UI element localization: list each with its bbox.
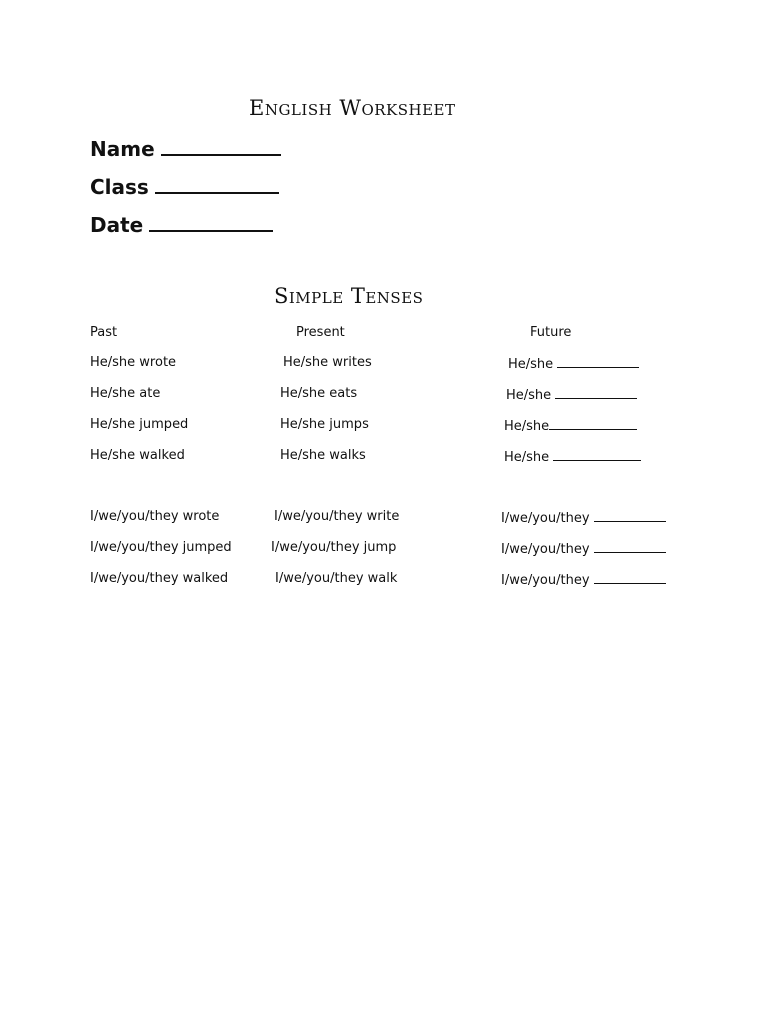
answer-blank-line [549, 417, 637, 430]
future-subject: He/she [506, 388, 552, 403]
present-cell: He/she jumps [280, 417, 369, 432]
future-subject: He/she [508, 357, 554, 372]
answer-blank-line [555, 386, 637, 399]
column-header-future: Future [530, 325, 572, 340]
class-blank-line [155, 174, 279, 194]
future-subject: He/she [504, 450, 550, 465]
future-subject: I/we/you/they [501, 511, 590, 526]
future-cell [504, 417, 637, 434]
past-cell: I/we/you/they wrote [90, 509, 220, 524]
name-field [90, 136, 281, 161]
future-cell [506, 386, 637, 403]
present-cell: I/we/you/they write [274, 509, 400, 524]
present-cell: He/she walks [280, 448, 366, 463]
answer-blank-line [557, 355, 639, 368]
past-cell: He/she jumped [90, 417, 189, 432]
answer-blank-line [594, 571, 666, 584]
section-title: Simple Tenses [274, 284, 424, 308]
answer-blank-line [553, 448, 641, 461]
future-subject: I/we/you/they [501, 573, 590, 588]
future-subject: I/we/you/they [501, 542, 590, 557]
future-cell [501, 509, 666, 526]
past-cell: He/she wrote [90, 355, 177, 370]
page-title: English Worksheet [249, 96, 456, 120]
future-cell [501, 571, 666, 588]
future-subject: He/she [504, 419, 550, 434]
date-field [90, 212, 273, 237]
present-cell: I/we/you/they jump [271, 540, 397, 555]
present-cell: He/she eats [280, 386, 358, 401]
date-blank-line [149, 212, 273, 232]
column-header-present: Present [296, 325, 345, 340]
column-header-past: Past [90, 325, 118, 340]
present-cell: I/we/you/they walk [275, 571, 398, 586]
past-cell: I/we/you/they walked [90, 571, 229, 586]
class-field [90, 174, 279, 199]
answer-blank-line [594, 540, 666, 553]
future-cell [501, 540, 666, 557]
past-cell: He/she ate [90, 386, 161, 401]
future-cell [504, 448, 641, 465]
present-cell: He/she writes [283, 355, 372, 370]
past-cell: I/we/you/they jumped [90, 540, 232, 555]
name-blank-line [161, 136, 281, 156]
answer-blank-line [594, 509, 666, 522]
class-label: Class [90, 175, 149, 199]
name-label: Name [90, 137, 155, 161]
past-cell: He/she walked [90, 448, 185, 463]
future-cell [508, 355, 639, 372]
date-label: Date [90, 213, 144, 237]
